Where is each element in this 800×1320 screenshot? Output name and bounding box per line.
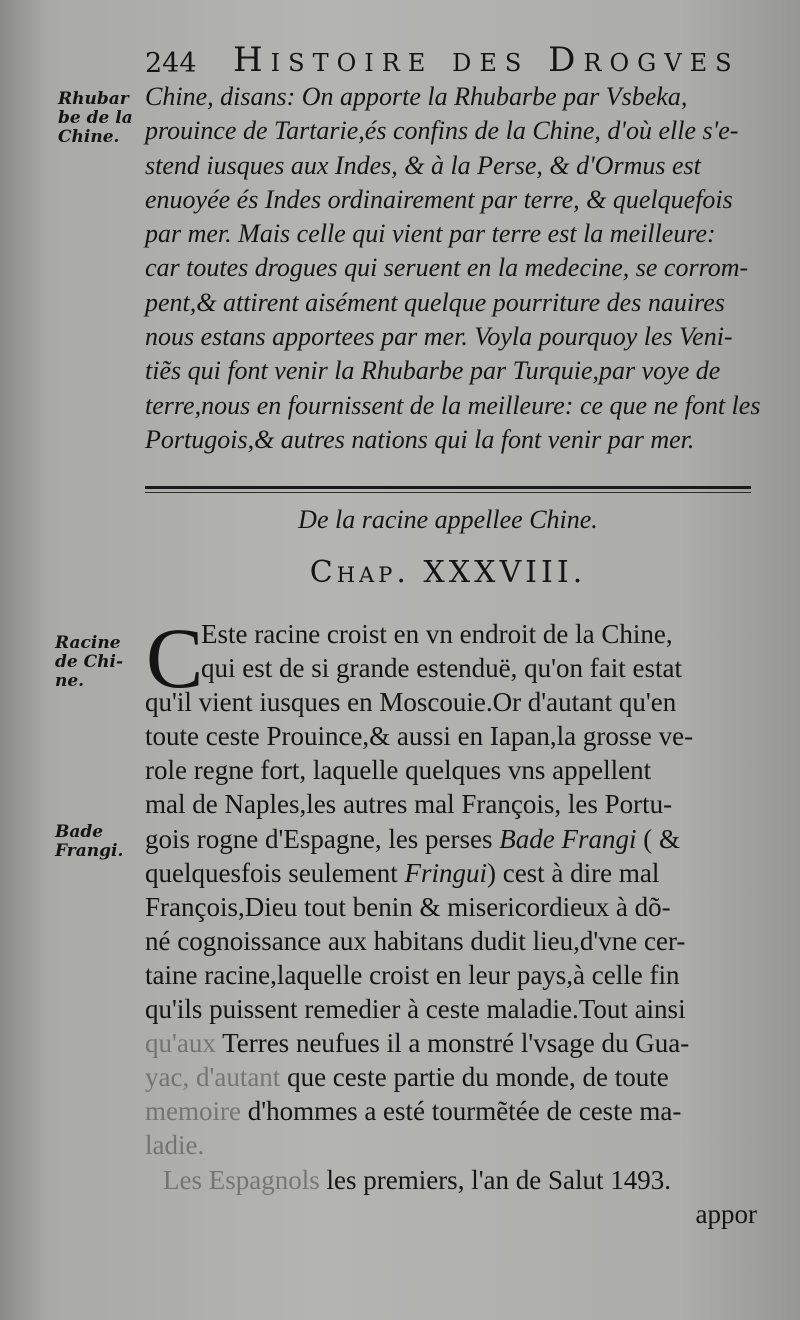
text-line: pent,& attirent aisément quelque pourriture des nauires [145,287,725,317]
text-line: Portugois,& autres nations qui la font venir par mer. [145,424,695,454]
faded-text: yac, d'autant [145,1062,288,1093]
margin-note-racine: Racine de Chi- ne. [55,633,124,691]
drop-cap: C [146,610,204,706]
text-line: par mer. Mais celle qui vient par terre est la meilleure: [145,219,716,249]
text-line: memoire d'hommes a esté tourmẽtée de ceste ma- [145,1096,682,1127]
margin-note-rhubarb: Rhubar be de la Chine. [58,89,133,147]
text-line: prouince de Tartarie,és confins de la Chine, d'où elle s'e- [145,116,739,146]
text-line [145,1128,765,1162]
text-line: mal de Naples,les autres mal François, les Portu- [145,789,673,820]
section-divider [145,486,751,495]
text-line: toute ceste Prouince,& aussi en Iapan,la grosse ve- [145,721,694,752]
text-line: yac, d'autant que ceste partie du monde, de toute [145,1062,669,1093]
text-line: qui est de si grande estenduë, qu'on fait estat [201,653,682,684]
text-line: quelquesfois seulement Fringui) cest à dire mal [145,857,660,888]
text-line: gois rogne d'Espagne, les perses Bade Frangi ( & [145,823,681,854]
margin-note-bade-frangi: Bade Frangi. [55,822,124,861]
text-line: qu'aux Terres neufues il a monstré l'vsage du Gua- [145,1028,690,1059]
running-title: Histoire des Drogves [233,40,740,80]
text-line: né cognoissance aux habitans dudit lieu,d'vne cer- [145,925,686,956]
chapter-heading: Chap. XXXVIII. [309,555,587,590]
faded-text: ladie. [145,1130,205,1161]
text-line: Este racine croist en vn endroit de la Chine, [201,619,673,649]
text-line: tiẽs qui font venir la Rhubarbe par Turquie,par voye de [145,356,721,386]
emphasis: Fringui [404,857,487,888]
text-line: Chine, disans: On apporte la Rhubarbe par Vsbeka, [145,82,688,111]
text-line: taine racine,laquelle croist en leur pays,à celle fin [145,959,680,990]
catchword: appor [695,1198,757,1229]
text-line: qu'ils puissent remedier à ceste maladie.Tout ainsi [145,994,686,1025]
faded-text: qu'aux [145,1028,223,1059]
text-line: enuoyée és Indes ordinairement par terre, & quelquefois [145,184,733,214]
faded-text: Les Espagnols [163,1164,327,1195]
text-line: nous estans apportees par mer. Voyla pourquoy les Veni- [145,322,733,352]
chapter-subtitle: De la racine appellee Chine. [298,505,598,534]
chapter-body [145,610,765,1231]
text-line: qu'il vient iusques en Moscouie.Or d'autant qu'en [145,687,677,718]
faded-text: memoire [145,1096,248,1127]
text-line: car toutes drogues qui seruent en la medecine, se corrom- [145,253,749,283]
page-header [145,38,765,84]
text-line: terre,nous en fournissent de la meilleure: ce que ne font les [145,390,761,420]
emphasis: Bade Frangi [499,823,637,854]
text-line: role regne fort, laquelle quelques vns appellent [145,755,652,786]
italic-paragraph [145,80,765,457]
page-number: 244 [145,48,197,79]
text-line: Les Espagnols les premiers, l'an de Salut 1493. [145,1163,765,1197]
text-line: stend iusques aux Indes, & à la Perse, & d'Ormus est [145,150,701,180]
text-line: François,Dieu tout benin & misericordieux à dõ- [145,891,671,922]
